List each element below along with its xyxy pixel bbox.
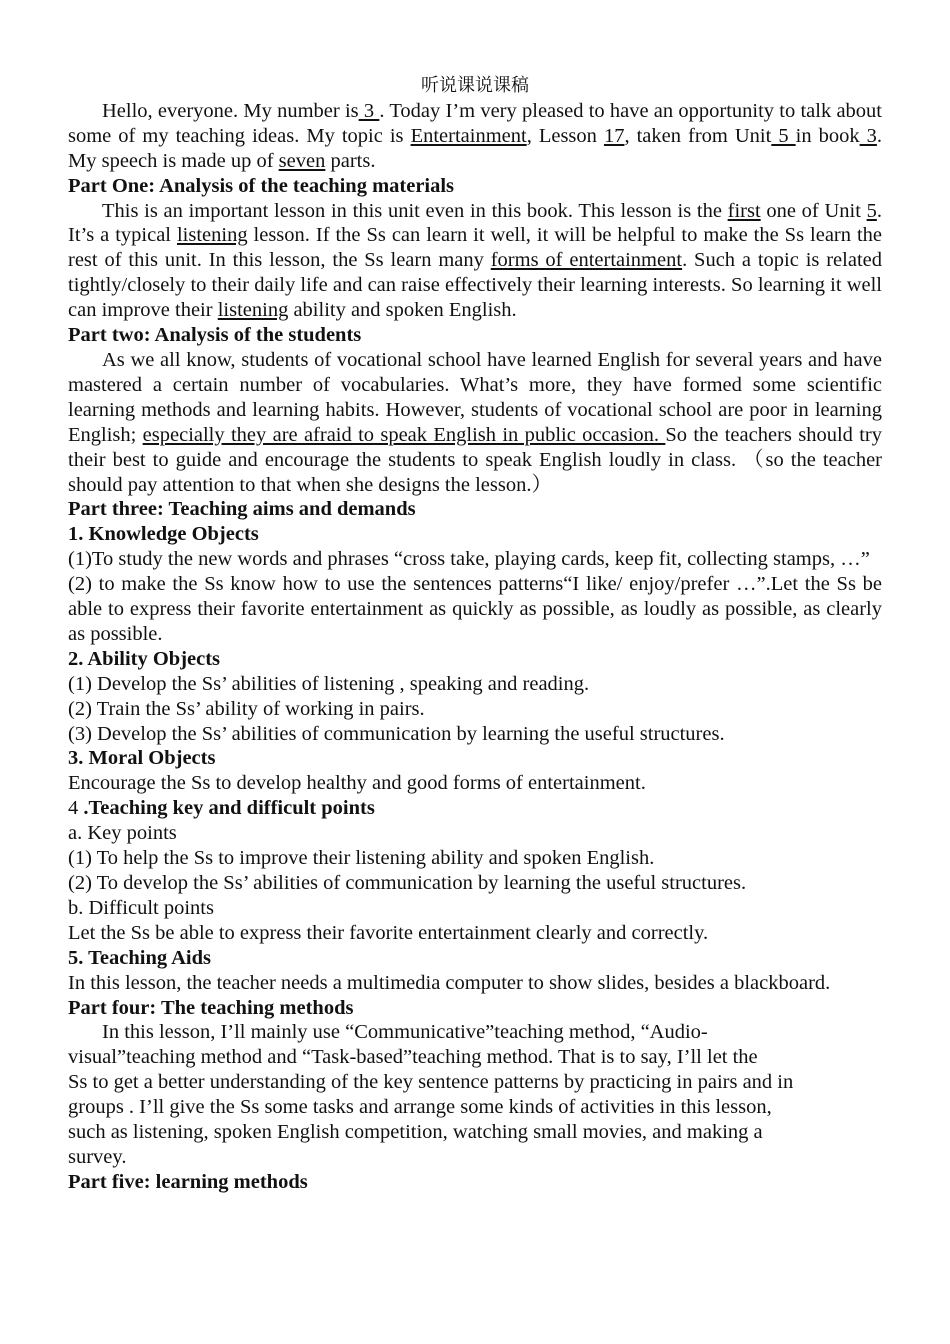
- part-four-line: visual”teaching method and “Task-based”teaching method. That is to say, I’ll let the: [68, 1046, 758, 1069]
- part-one-paragraph: [68, 199, 882, 324]
- underlined-word: listening: [217, 299, 289, 322]
- book-number: 3: [859, 124, 877, 147]
- moral-object-item: Encourage the Ss to develop healthy and good forms of entertainment.: [68, 772, 646, 795]
- teaching-aids-heading: 5. Teaching Aids: [68, 946, 211, 969]
- part-four-line: Ss to get a better understanding of the key sentence patterns by practicing in pairs and in: [68, 1071, 794, 1094]
- difficult-point-item: Let the Ss be able to express their favorite entertainment clearly and correctly.: [68, 921, 709, 944]
- part-two-text: So the teachers should try their best to guide and encourage the students to speak English loudly in class. （so the teacher should pay attention to that when she designs the lesson.）: [68, 423, 882, 496]
- key-point-item: (1) To help the Ss to improve their listening ability and spoken English.: [68, 847, 655, 870]
- underlined-sentence: especially they are afraid to speak English in public occasion.: [142, 423, 666, 446]
- intro-text: in book: [795, 124, 860, 147]
- part-five-heading: Part five: learning methods: [68, 1170, 308, 1193]
- key-points-subheading: a. Key points: [68, 822, 177, 845]
- part-one-text: . It’s a typical: [68, 199, 882, 247]
- part-four-heading: Part four: The teaching methods: [68, 996, 354, 1019]
- intro-text: parts.: [325, 149, 376, 172]
- ability-object-item: (3) Develop the Ss’ abilities of communication by learning the useful structures.: [68, 722, 725, 745]
- underlined-word: listening: [176, 224, 248, 247]
- document-title: 听说课说课稿: [421, 75, 529, 96]
- intro-text: , taken from Unit: [624, 124, 772, 147]
- intro-text: , Lesson: [526, 124, 604, 147]
- knowledge-objects-heading: 1. Knowledge Objects: [68, 523, 259, 546]
- part-two-paragraph: [68, 348, 882, 497]
- topic-name: Entertainment: [410, 124, 527, 147]
- part-three-heading: Part three: Teaching aims and demands: [68, 498, 416, 521]
- key-point-item: (2) To develop the Ss’ abilities of communication by learning the useful structures.: [68, 872, 747, 894]
- underlined-word: 5: [866, 199, 877, 222]
- lesson-number: 17: [603, 124, 625, 147]
- part-four-line: survey.: [68, 1145, 127, 1168]
- part-four-line: In this lesson, I’ll mainly use “Communicative”teaching method, “Audio-: [102, 1021, 708, 1044]
- intro-paragraph: [68, 99, 882, 174]
- intro-text: . My speech is made up of: [68, 124, 882, 172]
- ability-object-item: (1) Develop the Ss’ abilities of listening , speaking and reading.: [68, 672, 590, 695]
- intro-text: . Today I’m very pleased to have an opportunity to talk about some of my teaching ideas. My topic is: [68, 99, 882, 147]
- unit-number: 5: [771, 124, 796, 147]
- part-two-heading: Part two: Analysis of the students: [68, 324, 362, 347]
- ability-objects-heading: 2. Ability Objects: [68, 647, 221, 670]
- part-one-text: one of Unit: [760, 199, 867, 222]
- difficult-points-subheading: b. Difficult points: [68, 896, 214, 919]
- key-points-title: .Teaching key and difficult points: [83, 797, 375, 820]
- part-one-text: . Such a topic is related tightly/closely to their daily life and can raise effectively their learning interests. So learning it well can improve their: [68, 249, 882, 322]
- knowledge-object-item: (2) to make the Ss know how to use the sentences patterns“I like/ enjoy/prefer …”.Let the Ss be able to express their favorite entertainment as quickly as possible, as loudly as possible, as clearly as possible.: [68, 573, 882, 645]
- part-one-text: This is an important lesson in this unit even in this book. This lesson is the: [102, 199, 728, 222]
- underlined-word: first: [727, 199, 761, 222]
- part-four-line: such as listening, spoken English competition, watching small movies, and making a: [68, 1121, 763, 1144]
- speaker-number: 3: [358, 99, 380, 122]
- part-one-text: ability and spoken English.: [288, 299, 517, 322]
- part-one-text: lesson. If the Ss can learn it well, it will be helpful to make the Ss learn the rest of this unit. In this lesson, the Ss learn many: [68, 224, 882, 272]
- teaching-aids-paragraph: In this lesson, the teacher needs a multimedia computer to show slides, besides a blackboard.: [68, 971, 831, 994]
- document-page: [68, 74, 882, 1195]
- underlined-word: forms of entertainment: [490, 249, 683, 272]
- key-points-number: 4: [68, 797, 84, 820]
- moral-objects-heading: 3. Moral Objects: [68, 747, 216, 770]
- part-four-paragraph: [68, 1020, 882, 1169]
- intro-text: Hello, everyone. My number is: [102, 99, 359, 122]
- part-two-text: As we all know, students of vocational school have learned English for several years and have mastered a certain number of vocabularies. What’s more, they have formed some scientific learning methods and learning habits. However, students of vocational school are poor in learning English;: [68, 348, 882, 446]
- knowledge-object-item: (1)To study the new words and phrases “cross take, playing cards, keep fit, collecting stamps, …”: [68, 548, 870, 571]
- part-four-line: groups . I’ll give the Ss some tasks and arrange some kinds of activities in this lesson,: [68, 1096, 772, 1119]
- key-points-heading: [68, 796, 882, 821]
- parts-count: seven: [278, 149, 326, 172]
- part-one-heading: Part One: Analysis of the teaching materials: [68, 174, 455, 197]
- ability-object-item: (2) Train the Ss’ ability of working in pairs.: [68, 697, 425, 720]
